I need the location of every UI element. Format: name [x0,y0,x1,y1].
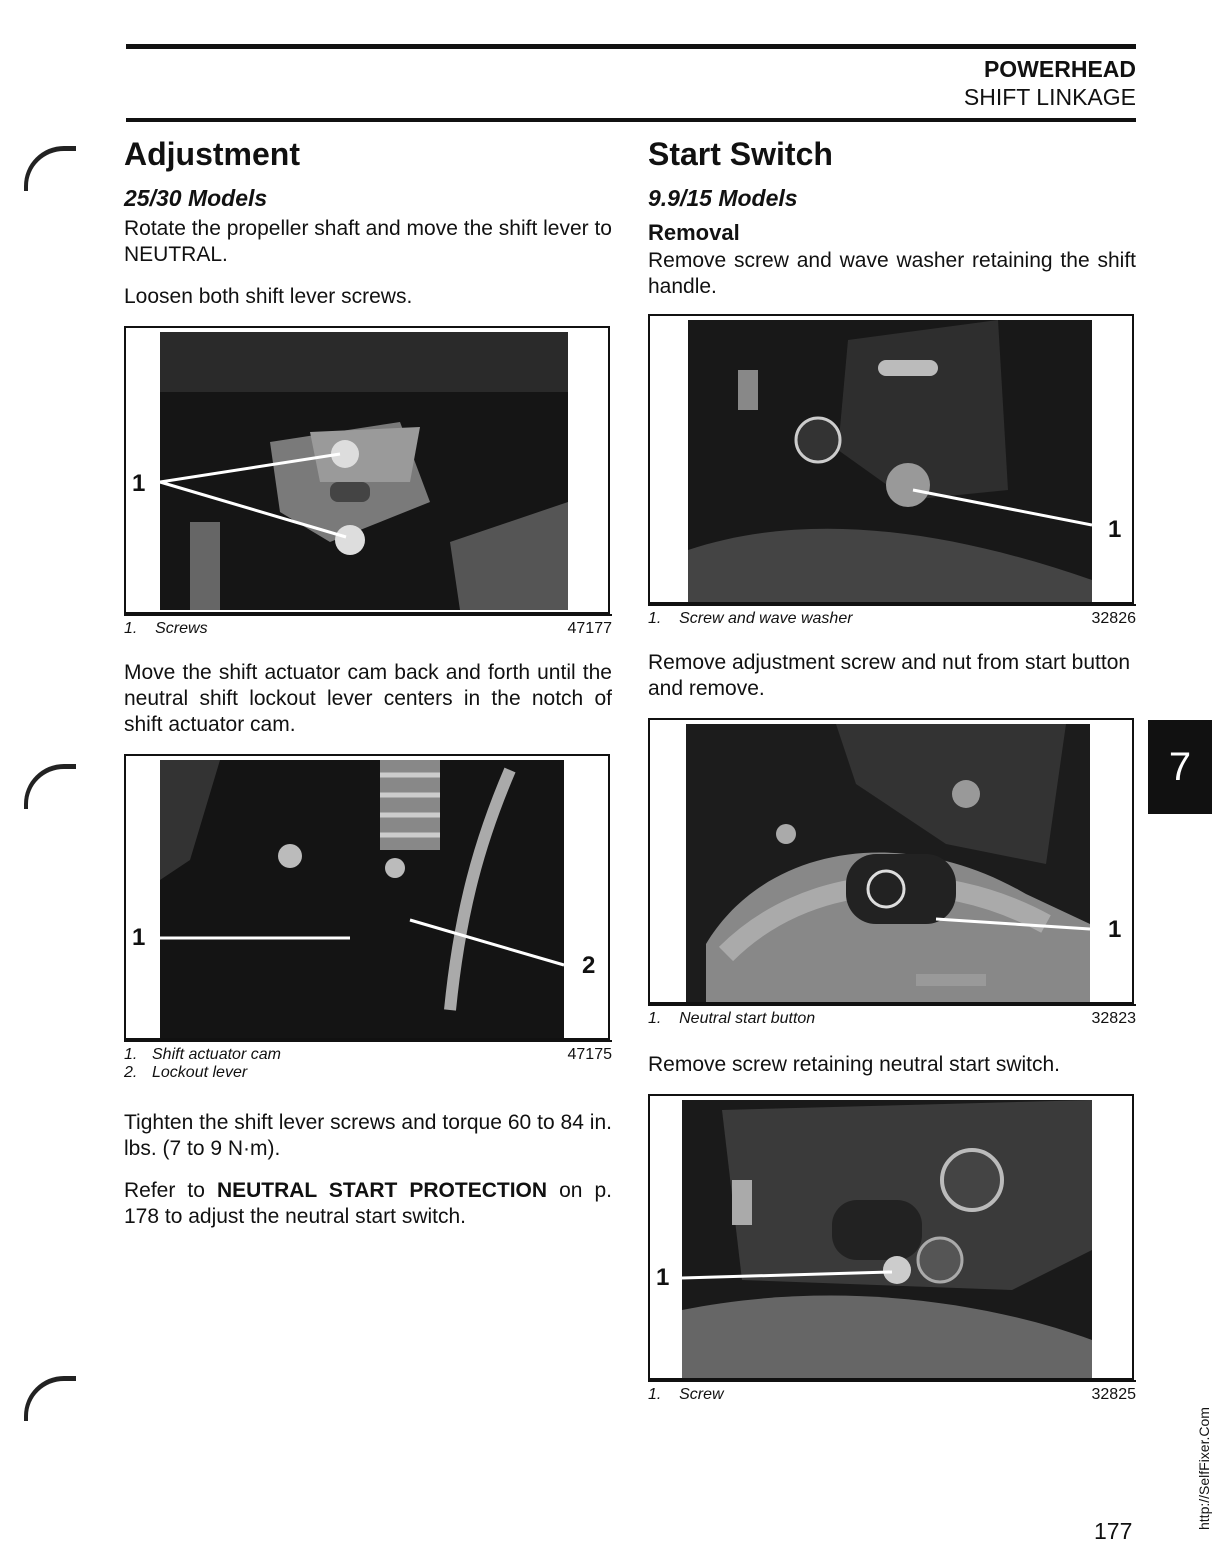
figure-number: 47175 [567,1046,612,1063]
photo-illustration [160,332,568,610]
paragraph: Tighten the shift lever screws and torque 60 to 84 in. lbs. (7 to 9 N·m). [124,1111,612,1160]
sidebar-url [1196,1380,1220,1530]
figure-number: 32826 [1091,610,1136,627]
caption-text: Screw and wave washer [679,610,853,627]
caption-index: 1. [124,620,138,637]
right-column [648,136,1136,1404]
reference-link-text: NEUTRAL START PROTECTION [216,1179,548,1202]
reference-text: Refer to [124,1179,217,1202]
photo-illustration [686,724,1090,1002]
caption-text: Shift actuator cam [152,1046,281,1063]
caption-text: Lockout lever [152,1064,248,1081]
adjustment-heading: Adjustment [124,136,300,172]
caption-index: 2. [124,1064,138,1081]
paragraph: Move the shift actuator cam back and forth until the neutral shift lockout lever centers in the notch of shift actuator cam. [124,661,612,736]
paragraph: Remove screw and wave washer retaining the shift handle. [648,249,1136,298]
caption-text: Neutral start button [679,1010,816,1027]
header-rule-top [126,44,1136,49]
figure-caption [124,616,612,638]
caption-text: Screws [155,620,208,637]
figure-caption [648,606,1136,628]
paragraph: Rotate the propeller shaft and move the shift lever to NEUTRAL. [124,217,612,266]
reference-text: on p. 178 to adjust the neutral start switch. [124,1179,612,1228]
figure-switch-screw [648,1094,1134,1380]
callout-1: 1 [1108,516,1122,543]
figure-actuator-cam [124,754,610,1040]
callout-1: 1 [132,924,146,951]
paragraph: Remove adjustment screw and nut from start button and remove. [648,651,1131,700]
sidebar-url-text: http://SelfFixer.Com [1196,1407,1212,1530]
chapter-tab: 7 [1148,720,1212,814]
photo-start-button [686,724,1090,1002]
caption-index: 1. [648,1386,662,1403]
models-heading: 25/30 Models [124,185,268,211]
paragraph: Loosen both shift lever screws. [124,285,413,308]
callout-1: 1 [656,1264,670,1291]
binder-hole-mark [24,1376,76,1421]
callout-2: 2 [582,952,596,979]
photo-switch-screw [682,1100,1092,1378]
page-number: 177 [1094,1518,1133,1544]
left-column [124,136,612,1246]
photo-shift-lever-screws [160,332,568,610]
binder-hole-mark [24,146,76,191]
figure-caption [648,1382,1136,1404]
photo-illustration [160,760,564,1038]
photo-shift-handle [688,320,1092,602]
removal-heading: Removal [648,220,740,245]
header-subsection: SHIFT LINKAGE [963,84,1136,110]
header-rule-bottom [126,118,1136,122]
caption-index: 1. [124,1046,138,1063]
callout-1: 1 [1108,916,1122,943]
photo-illustration [682,1100,1092,1378]
binder-hole-mark [24,764,76,809]
paragraph: Remove screw retaining neutral start switch. [648,1053,1060,1076]
figure-neutral-start-button [648,718,1134,1004]
figure-number: 47177 [567,620,612,637]
figure-caption [648,1006,1136,1028]
callout-1: 1 [132,470,146,497]
figure-screws [124,326,610,614]
caption-index: 1. [648,1010,662,1027]
paragraph-reference [124,1178,612,1230]
photo-illustration [688,320,1092,602]
figure-number: 32823 [1091,1010,1136,1027]
models-heading: 9.9/15 Models [648,185,798,211]
figure-screw-washer [648,314,1134,604]
start-switch-heading: Start Switch [648,136,833,172]
photo-actuator-cam [160,760,564,1038]
figure-caption [124,1042,612,1082]
caption-index: 1. [648,610,662,627]
figure-number: 32825 [1091,1386,1136,1403]
caption-text: Screw [679,1386,724,1403]
header-section: POWERHEAD [983,56,1136,82]
